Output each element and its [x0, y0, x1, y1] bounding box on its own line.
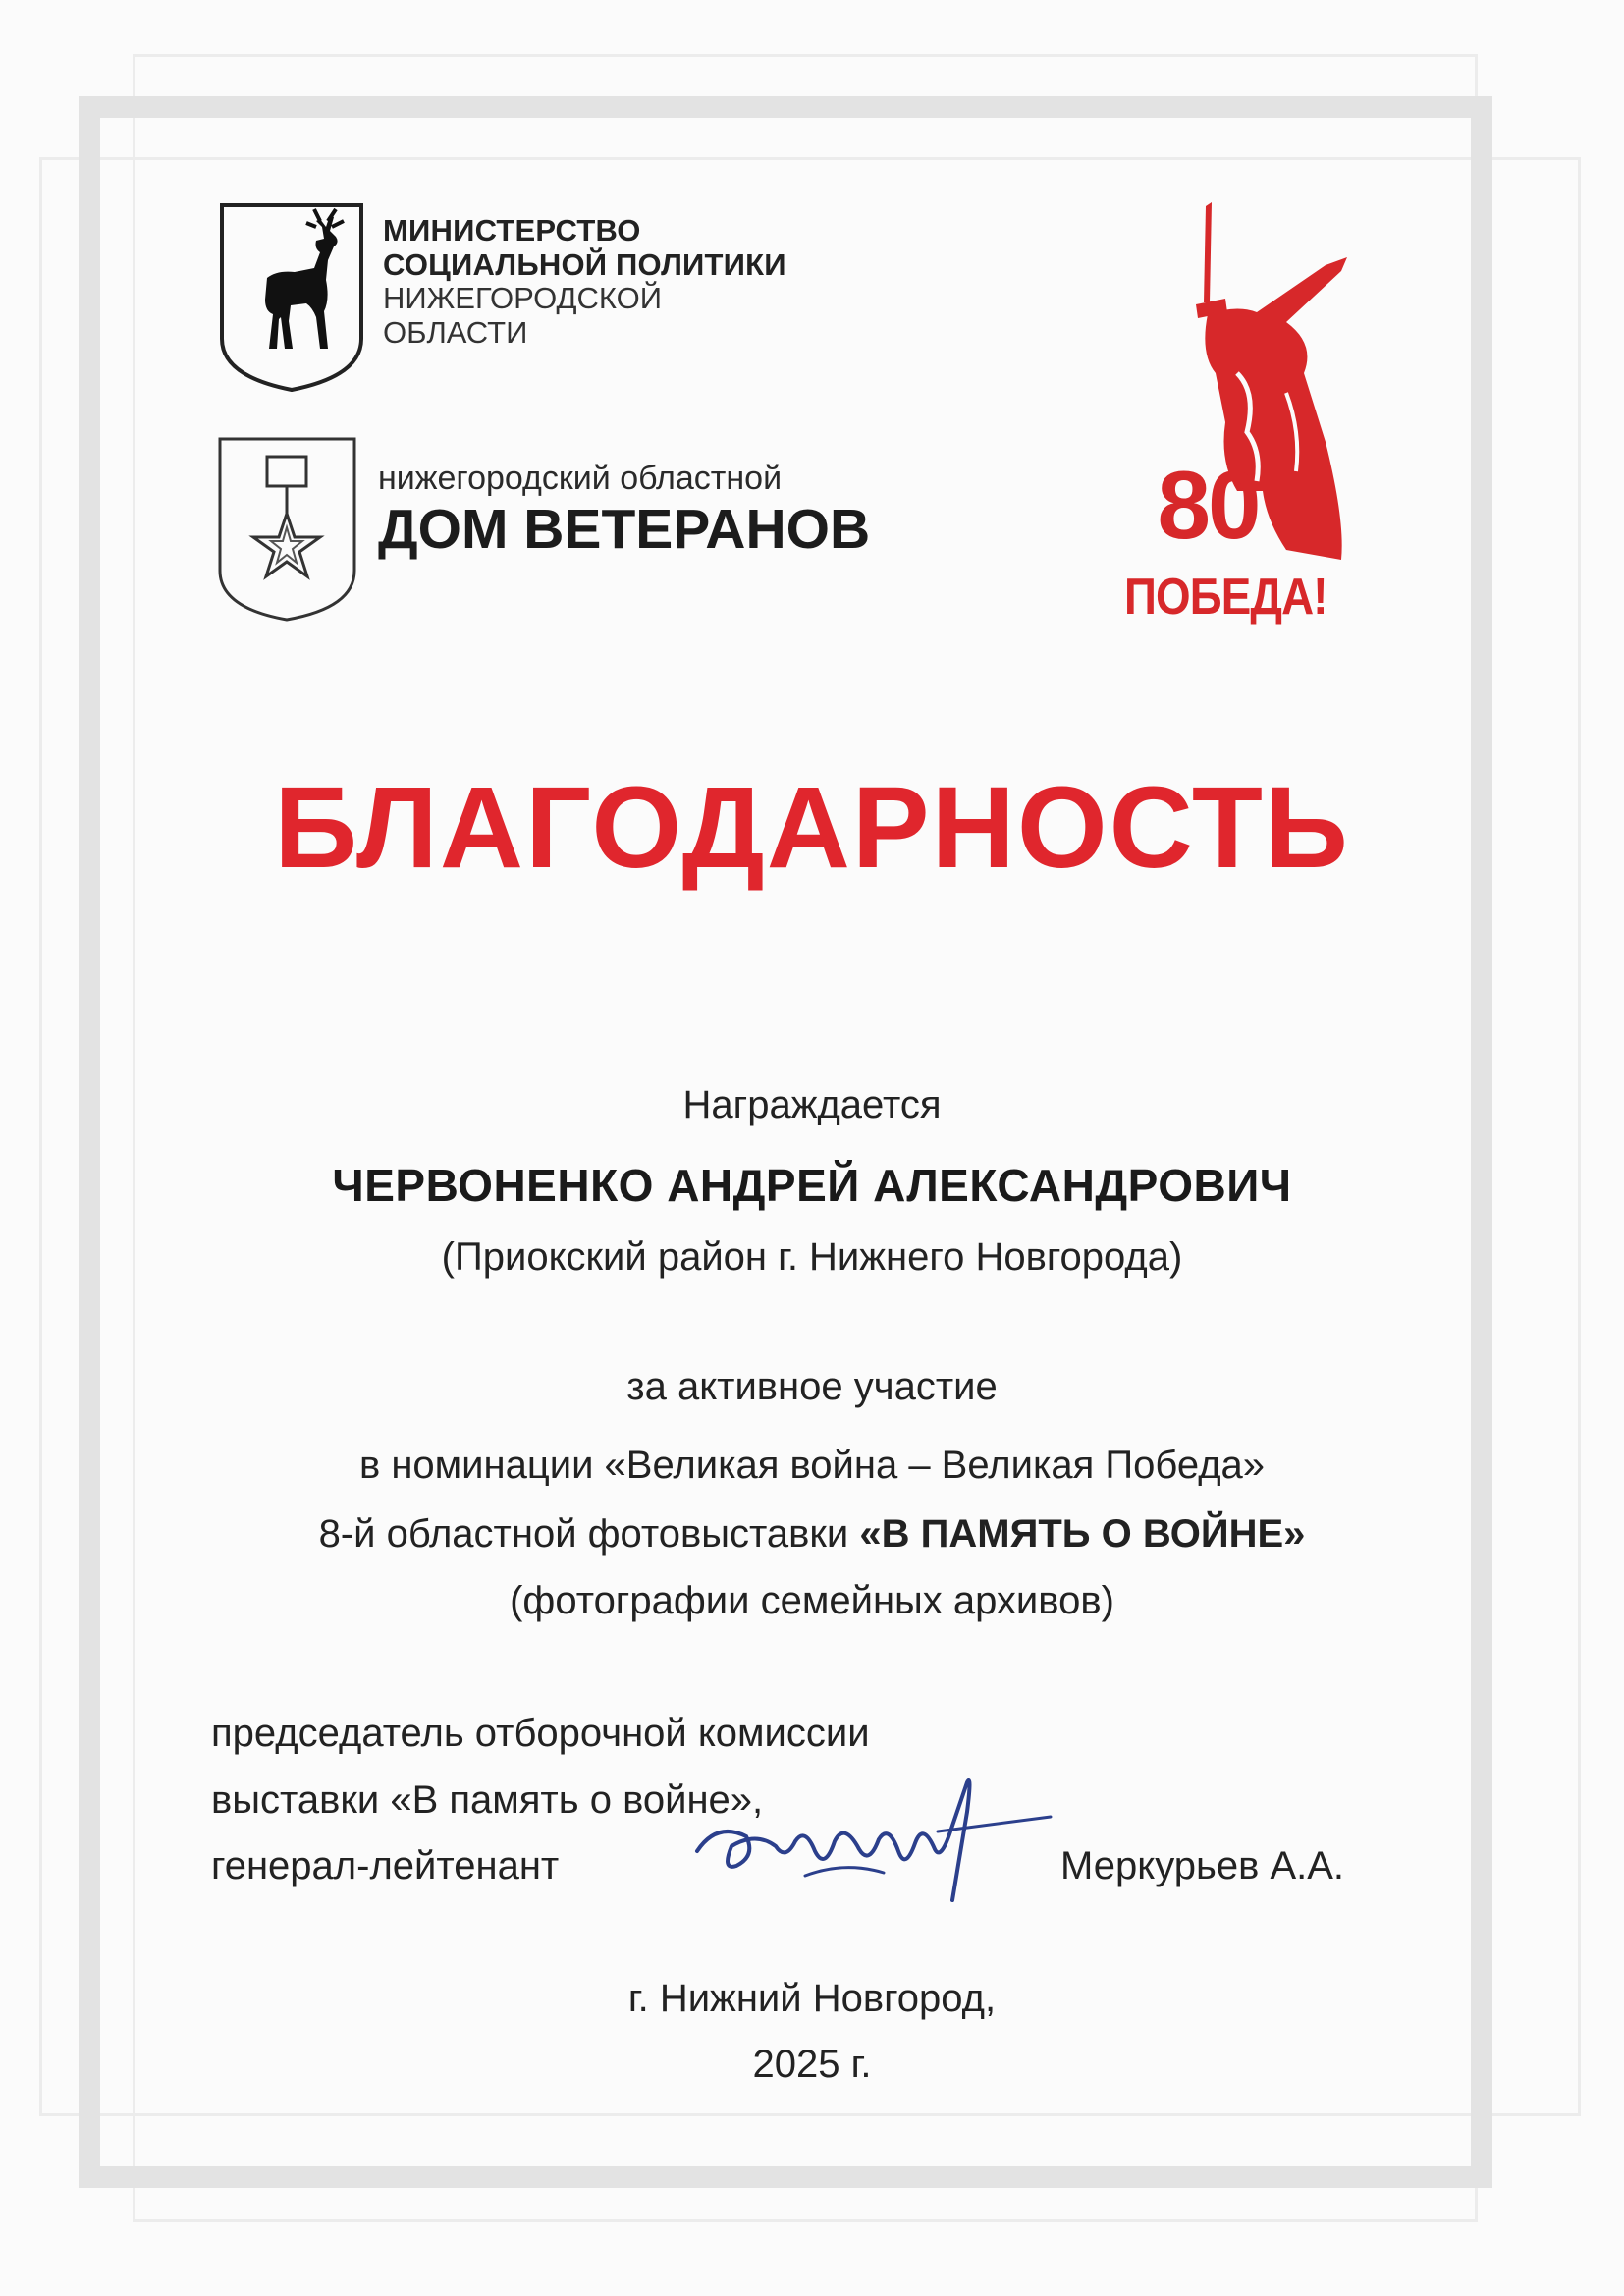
handwritten-signature — [687, 1763, 1060, 1910]
ministry-line2: СОЦИАЛЬНОЙ ПОЛИТИКИ — [383, 246, 786, 282]
place: г. Нижний Новгород, — [627, 1977, 997, 2020]
victory-80-number: 80 — [1157, 451, 1259, 559]
signatory-role-line1: председатель отборочной комиссии — [211, 1712, 870, 1755]
reason-line3-prefix: 8-й областной фотовыставки — [318, 1512, 860, 1556]
reason-line2: в номинации «Великая война – Великая Победа» — [358, 1444, 1266, 1487]
signatory-role-line3: генерал-лейтенант — [211, 1844, 560, 1887]
ministry-name — [383, 214, 786, 351]
reason-line1: за активное участие — [626, 1365, 998, 1408]
ministry-line3: НИЖЕГОРОДСКОЙ — [383, 281, 663, 316]
certificate-title: БЛАГОДАРНОСТЬ — [274, 763, 1350, 893]
ministry-line1: МИНИСТЕРСТВО — [383, 213, 641, 247]
veterans-house-name — [378, 460, 870, 562]
exhibition-name: «В ПАМЯТЬ О ВОЙНЕ» — [859, 1512, 1306, 1556]
awarded-label: Награждается — [682, 1083, 942, 1126]
ministry-line4: ОБЛАСТИ — [383, 315, 528, 351]
recipient-name: ЧЕРВОНЕНКО АНДРЕЙ АЛЕКСАНДРОВИЧ — [332, 1160, 1292, 1211]
signatory-name: Меркурьев А.А. — [1060, 1844, 1345, 1887]
reason-line4: (фотографии семейных архивов) — [510, 1579, 1114, 1622]
victory-word: ПОБЕДА! — [1124, 569, 1327, 626]
veterans-house-line2: ДОМ ВЕТЕРАНОВ — [378, 498, 871, 562]
motherland-statue-icon — [1090, 196, 1365, 629]
recipient-district: (Приокский район г. Нижнего Новгорода) — [441, 1235, 1183, 1279]
year: 2025 г. — [752, 2043, 872, 2086]
signatory-role-line2: выставки «В память о войне», — [211, 1778, 764, 1822]
deer-coat-of-arms-icon — [218, 201, 365, 393]
veterans-house-line1: нижегородский областной — [378, 460, 783, 497]
medal-star-icon — [216, 435, 358, 624]
reason-line3 — [0, 1512, 1624, 1557]
